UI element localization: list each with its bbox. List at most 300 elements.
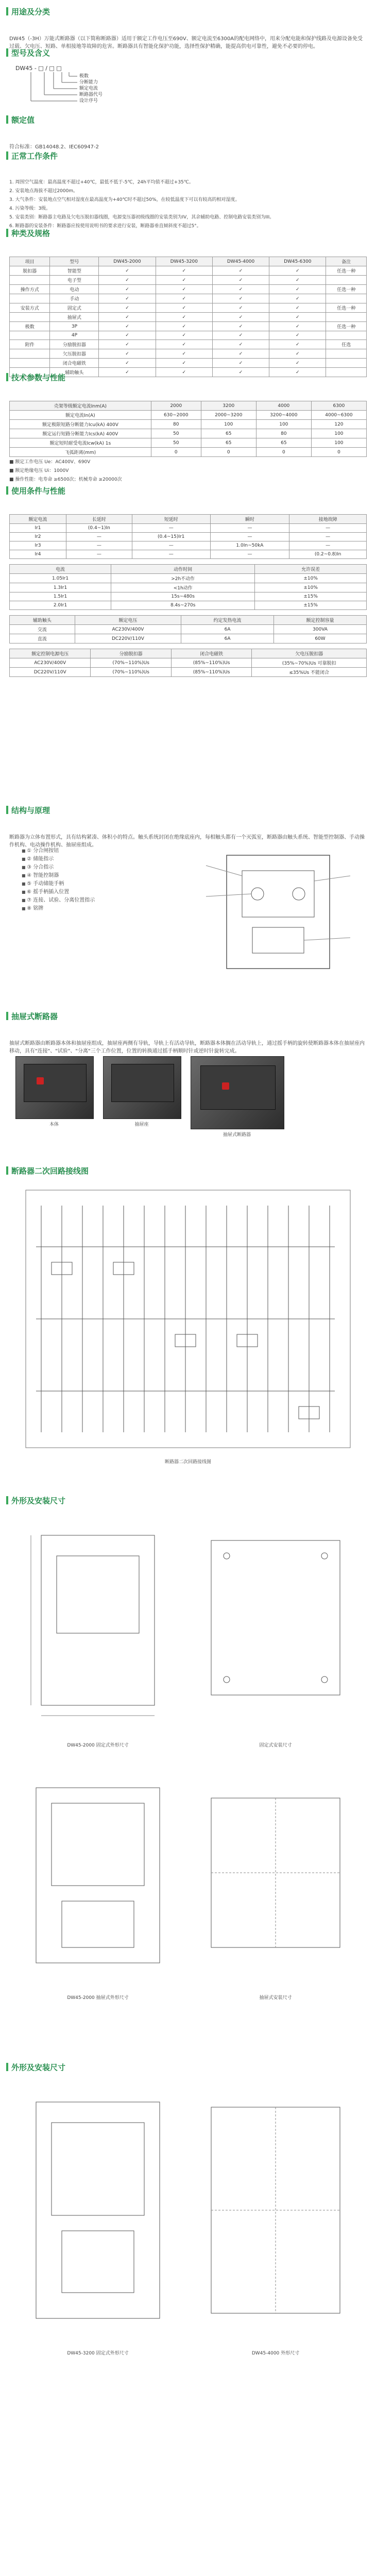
table-cell: AC230V/400V (10, 658, 91, 668)
table-cell: — (210, 550, 289, 559)
table-cell: 辅助触头 (50, 368, 99, 377)
table-cell: ✓ (99, 313, 156, 322)
table-cell: ✓ (269, 313, 326, 322)
table-cell: 65 (201, 438, 256, 448)
table-row (10, 331, 367, 340)
table-row (10, 448, 367, 457)
table-cell: DC220V/110V (10, 668, 91, 677)
structure-text: 断路器为立体布置形式，具有结构紧凑、体积小的特点。触头系统封闭在绝缘底座内，每相触头都有一个灭弧室，断路器由触头系统、智能型控制器、手动操作机构、电动操作机构、抽屉座组成。 (9, 835, 365, 848)
table-cell: ✓ (99, 303, 156, 313)
table-cell: 抽屉式 (50, 313, 99, 322)
model-label: 极数 (79, 74, 89, 79)
table-cell: 任选一种 (326, 266, 367, 276)
table-header-row (10, 616, 367, 625)
model-lines (15, 64, 129, 105)
table-cell: ✓ (99, 322, 156, 331)
table-row (10, 541, 367, 550)
dims-caption: DW45-4000 外形尺寸 (251, 2351, 300, 2356)
wiring-caption: 断路器二次回路接线图 (164, 1460, 211, 1465)
drawer-seat-photo (103, 1056, 181, 1119)
dims-caption: DW45-3200 固定式外形尺寸 (67, 2351, 129, 2356)
section-types (0, 227, 376, 379)
section-title (6, 1010, 376, 1022)
title-bar-icon (6, 151, 8, 160)
table-cell: ✓ (269, 276, 326, 285)
model-label: 设计序号 (79, 98, 98, 104)
table-cell: ✓ (212, 368, 269, 377)
table-cell: ✓ (269, 368, 326, 377)
table-cell: ✓ (269, 294, 326, 303)
section-usage (0, 484, 376, 679)
table-cell: 额定电流In(A) (10, 411, 151, 420)
table-cell: 电子型 (50, 276, 99, 285)
table-cell: ✓ (269, 322, 326, 331)
section-heading: 外形及安装尺寸 (11, 1496, 66, 1505)
table-cell: 100 (311, 429, 366, 438)
divider (6, 1022, 376, 1035)
table-cell: 80 (151, 420, 201, 429)
condition-item: 1. 周围空气温度：最高温度不超过+40℃，最低不低于-5℃，24h平均值不超过+35℃。 (9, 180, 194, 185)
table-row (10, 303, 367, 313)
table-cell: 极数 (10, 322, 50, 331)
section-title (6, 1164, 376, 1177)
table-cell: ✓ (156, 368, 212, 377)
table-cell: 额定短时耐受电流Icw(kA) 1s (10, 438, 151, 448)
table-cell (326, 294, 367, 303)
table-row (10, 601, 367, 610)
table-row (10, 550, 367, 559)
table-header-cell: 备注 (326, 257, 367, 266)
table-row (10, 313, 367, 322)
divider (6, 18, 376, 30)
section-heading: 外形及安装尺寸 (11, 2062, 66, 2072)
table-cell: ✓ (99, 359, 156, 368)
section-heading: 结构与原理 (11, 805, 50, 815)
table-cell: ✓ (156, 294, 212, 303)
section-heading: 技术参数与性能 (11, 372, 66, 382)
table-cell: ✓ (269, 331, 326, 340)
table-header-cell: 允许误差 (255, 565, 367, 574)
structure-item: ■ ⑥ 摇手柄插入位置 (22, 888, 176, 896)
table-cell: 智能型 (50, 266, 99, 276)
table-cell (326, 331, 367, 340)
table-row (10, 524, 367, 533)
table-cell: 任选一种 (326, 322, 367, 331)
model-label: 额定电流 (79, 86, 98, 91)
table-header-cell: 3200 (201, 401, 256, 411)
table-row (10, 349, 367, 359)
table-cell: — (289, 541, 367, 550)
table-cell: ✓ (269, 285, 326, 294)
table-cell: 50 (151, 438, 201, 448)
table-cell (10, 276, 50, 285)
table-header-cell: 辅助触头 (10, 616, 75, 625)
table-cell: (0.2~0.8)In (289, 550, 367, 559)
table-cell: 附件 (10, 340, 50, 349)
tech-note: ■ 额定绝缘电压 Ui：1000V (9, 468, 69, 473)
table-cell: 1.3Ir1 (10, 583, 111, 592)
table-cell: 120 (311, 420, 366, 429)
table-header-cell: DW45-6300 (269, 257, 326, 266)
divider (6, 2073, 376, 2086)
table-cell (10, 331, 50, 340)
table-cell: ✓ (99, 276, 156, 285)
table-header-row (10, 257, 367, 266)
dim-drawing-2 (196, 1520, 355, 1736)
section-title (6, 46, 376, 59)
section-standard (0, 113, 376, 153)
divider (6, 1506, 376, 1519)
standard-text: 符合标准：GB14048.2、IEC60947-2 (9, 144, 99, 150)
model-label: 分断能力 (79, 80, 98, 85)
table-cell: 300VA (274, 625, 367, 634)
outline-drawing-icon (21, 2087, 175, 2344)
table-header-cell: 短延时 (132, 515, 210, 524)
table-cell: ±10% (255, 583, 367, 592)
table-cell: 脱扣器 (10, 266, 50, 276)
table-header-cell: 额定控制电源电压 (10, 649, 91, 658)
table-cell: ✓ (212, 303, 269, 313)
table-cell: ✓ (269, 359, 326, 368)
tech-note: ■ 操作性能：电寿命 ≥6500次；机械寿命 ≥20000次 (9, 477, 122, 482)
dim-drawing-5 (21, 2087, 175, 2344)
table-cell: ✓ (156, 322, 212, 331)
dims-caption: DW45-2000 固定式外形尺寸 (67, 1743, 129, 1748)
table-row (10, 276, 367, 285)
table-cell: ✓ (269, 303, 326, 313)
structure-item: ■ ② 储能指示 (22, 855, 176, 863)
table-cell: — (132, 550, 210, 559)
breaker-body-photo (15, 1056, 94, 1119)
table-cell: ✓ (99, 349, 156, 359)
table-cell: Ir4 (10, 550, 66, 559)
table-cell: 2.0Ir1 (10, 601, 111, 610)
table-row (10, 294, 367, 303)
usage-table (9, 514, 367, 559)
model-label-list (79, 73, 102, 104)
table-cell: ✓ (269, 340, 326, 349)
table-cell: 0 (256, 448, 311, 457)
section-title (6, 2061, 376, 2073)
table-cell: ✓ (99, 368, 156, 377)
table-header-row (10, 649, 367, 658)
table-cell: ✓ (156, 285, 212, 294)
table-cell: ✓ (212, 359, 269, 368)
model-diagram (15, 64, 129, 105)
table-cell: ✓ (212, 331, 269, 340)
table-header-cell: 动作时间 (111, 565, 255, 574)
table-row (10, 634, 367, 643)
section-overview (0, 5, 376, 53)
table-cell: 3P (50, 322, 99, 331)
table-cell: ✓ (99, 340, 156, 349)
table-header-cell: 4000 (256, 401, 311, 411)
table-cell: 操作方式 (10, 285, 50, 294)
table-cell: 65 (201, 429, 256, 438)
overview-text: DW45（-3H）万能式断路器（以下简称断路器）适用于额定工作电压至690V、额定电流至6300A的配电网络中，用来分配电能和保护线路及电源设备免受过载、欠电压、短路、单相接地等故障的危害。断路器具有智能化保护功能，选择性保护精确，能提高供电可靠性，避免不必要的停电。 (9, 36, 363, 49)
divider (6, 126, 376, 138)
table-cell: ✓ (156, 266, 212, 276)
section-structure (0, 804, 376, 911)
table-header-cell: 电流 (10, 565, 111, 574)
table-cell: <1h动作 (111, 583, 255, 592)
section-heading: 抽屉式断路器 (11, 1011, 58, 1021)
wiring-diagram (21, 1185, 355, 1453)
table-cell: 4P (50, 331, 99, 340)
table-cell: — (132, 541, 210, 550)
table-cell: 100 (256, 420, 311, 429)
table-cell: 4000~6300 (311, 411, 366, 420)
table-cell: ✓ (212, 276, 269, 285)
table-header-row (10, 565, 367, 574)
dims-caption: DW45-2000 抽屉式外形尺寸 (67, 1995, 129, 2001)
section-title (6, 5, 376, 18)
table-cell: ±15% (255, 592, 367, 601)
table-row (10, 266, 367, 276)
divider (6, 816, 376, 828)
table-header-cell: 2000 (151, 401, 201, 411)
condition-item: 4. 污染等级：3级。 (9, 206, 51, 211)
section-heading: 种类及规格 (11, 228, 50, 238)
table-cell: ✓ (212, 322, 269, 331)
table-cell: 6A (181, 625, 274, 634)
table-cell: ±15% (255, 601, 367, 610)
table-header-cell: 型号 (50, 257, 99, 266)
table-cell: ✓ (99, 285, 156, 294)
section-title (6, 149, 376, 162)
outline-drawing-icon (196, 1772, 355, 1989)
dim-drawing-3 (21, 1772, 175, 1989)
table-cell: ✓ (212, 349, 269, 359)
table-cell: Ir1 (10, 524, 66, 533)
table-header-cell: DW45-2000 (99, 257, 156, 266)
table-cell: ≤35%Us 不能闭合 (252, 668, 367, 677)
table-cell: (70%~110%)Us (91, 668, 172, 677)
tech-note: ■ 额定工作电压 Ue：AC400V、690V (9, 460, 91, 465)
table-header-cell: 接地故障 (289, 515, 367, 524)
types-table (9, 257, 367, 377)
section-title (6, 1494, 376, 1506)
table-cell (10, 313, 50, 322)
table-cell: — (210, 524, 289, 533)
section-install (0, 1010, 376, 1138)
table-cell: ✓ (212, 266, 269, 276)
divider (6, 162, 376, 174)
table-cell: 分励脱扣器 (50, 340, 99, 349)
table-cell: 额定极限短路分断能力Icu(kA) 400V (10, 420, 151, 429)
usage-table (9, 615, 367, 643)
table-header-cell: 额定电压 (75, 616, 181, 625)
model-label: 断路器代号 (79, 92, 103, 97)
table-row (10, 583, 367, 592)
table-cell: 2000~3200 (201, 411, 256, 420)
table-row (10, 340, 367, 349)
title-bar-icon (6, 48, 8, 57)
table-cell: ✓ (269, 266, 326, 276)
table-cell: (0.4~1)In (66, 524, 132, 533)
table-header-cell: 欠电压脱扣器 (252, 649, 367, 658)
table-cell: 0 (151, 448, 201, 457)
table-header-row (10, 401, 367, 411)
table-cell: 80 (256, 429, 311, 438)
structure-item: ■ ⑧ 铭牌 (22, 905, 176, 913)
table-cell: (35%~70%)Us 可靠脱扣 (252, 658, 367, 668)
table-cell: 电动 (50, 285, 99, 294)
table-cell: 1.05Ir1 (10, 574, 111, 583)
table-cell: ✓ (212, 340, 269, 349)
section-heading: 断路器二次回路接线图 (11, 1166, 89, 1176)
dims-caption: 固定式安装尺寸 (259, 1743, 292, 1748)
table-header-cell: 6300 (311, 401, 366, 411)
outline-drawing-icon (21, 1772, 175, 1989)
table-header-cell: DW45-4000 (212, 257, 269, 266)
section-conditions (0, 149, 376, 232)
table-cell: (0.4~15)Ir1 (132, 533, 210, 541)
table-cell: AC230V/400V (75, 625, 181, 634)
dim-drawing-4 (196, 1772, 355, 1989)
table-row (10, 285, 367, 294)
table-cell: 0 (311, 448, 366, 457)
table-cell: >2h不动作 (111, 574, 255, 583)
structure-item: ■ ④ 智能控制器 (22, 872, 176, 880)
title-bar-icon (6, 486, 8, 495)
table-cell: ✓ (156, 331, 212, 340)
table-cell: — (66, 550, 132, 559)
table-cell (10, 359, 50, 368)
table-header-cell: DW45-3200 (156, 257, 212, 266)
install-text: 抽屉式断路器由断路器本体和抽屉座组成，抽屉座两侧有导轨，导轨上有活动导轨，断路器本体搁在活动导轨上，通过摇手柄的旋转使断路器本体在抽屉座内移动，具有"连接"、"试验"、"分离"三个工作位置，位置的转换通过摇手柄顺时针或逆时针旋转完成。 (9, 1041, 365, 1054)
tech-table (9, 401, 367, 457)
table-cell: ✓ (212, 313, 269, 322)
title-bar-icon (6, 115, 8, 124)
title-bar-icon (6, 7, 8, 15)
table-cell: ±10% (255, 574, 367, 583)
title-bar-icon (6, 229, 8, 237)
section-heading: 使用条件与性能 (11, 486, 66, 496)
dim-drawing-1 (21, 1520, 175, 1736)
table-cell: 交流 (10, 625, 75, 634)
condition-item: 5. 安装类别：断路器主电路及欠电压脱扣器线圈，电源变压器初级线圈的安装类别为IV，其余辅助电路、控制电路安装类别为III。 (9, 215, 275, 220)
divider (6, 497, 376, 509)
breaker-outline-icon (196, 845, 361, 979)
table-header-cell: 长延时 (66, 515, 132, 524)
section-heading: 用途及分类 (11, 7, 50, 16)
table-cell: 飞弧距离(mm) (10, 448, 151, 457)
table-row (10, 658, 367, 668)
section-dims-2 (0, 2061, 376, 2356)
table-row (10, 420, 367, 429)
table-cell: 欠压脱扣器 (50, 349, 99, 359)
table-cell: (85%~110%)Us (171, 658, 252, 668)
table-cell: 8.4s~270s (111, 601, 255, 610)
table-cell: ✓ (156, 340, 212, 349)
table-cell: 任选 (326, 340, 367, 349)
table-cell: 安装方式 (10, 303, 50, 313)
section-title (6, 484, 376, 497)
table-row (10, 438, 367, 448)
wiring-lines-icon (21, 1185, 355, 1453)
table-cell: — (66, 541, 132, 550)
table-header-cell: 壳架等级额定电流Inm(A) (10, 401, 151, 411)
table-header-row (10, 515, 367, 524)
table-cell: 50 (151, 429, 201, 438)
structure-drawing (196, 845, 361, 979)
table-cell (10, 349, 50, 359)
structure-list (22, 847, 176, 913)
table-cell: 6A (181, 634, 274, 643)
table-cell: 60W (274, 634, 367, 643)
table-cell: ✓ (99, 294, 156, 303)
table-row (10, 625, 367, 634)
table-header-cell: 额定电流 (10, 515, 66, 524)
table-cell: DC220V/110V (75, 634, 181, 643)
table-cell: 100 (201, 420, 256, 429)
divider (6, 239, 376, 251)
table-cell: ✓ (99, 266, 156, 276)
section-model (0, 46, 376, 104)
table-cell: ✓ (99, 331, 156, 340)
table-cell (10, 294, 50, 303)
table-cell: ✓ (156, 313, 212, 322)
section-wiring (0, 1164, 376, 1465)
dim-drawing-6 (196, 2087, 355, 2344)
title-bar-icon (6, 373, 8, 381)
photo-caption: 抽屉式断路器 (223, 1132, 251, 1138)
table-cell: 任选一种 (326, 303, 367, 313)
table-cell: (85%~110%)Us (171, 668, 252, 677)
table-cell: ✓ (212, 285, 269, 294)
structure-item: ■ ③ 分合指示 (22, 863, 176, 872)
condition-item: 2. 安装地点海拔不超过2000m。 (9, 189, 78, 194)
table-header-cell: 项目 (10, 257, 50, 266)
table-cell: 额定运行短路分断能力Ics(kA) 400V (10, 429, 151, 438)
table-cell: — (66, 533, 132, 541)
table-cell (326, 276, 367, 285)
table-header-cell: 分励脱扣器 (91, 649, 172, 658)
title-bar-icon (6, 1496, 8, 1504)
structure-item: ■ ⑤ 手动储能手柄 (22, 880, 176, 888)
section-title (6, 113, 376, 126)
table-cell: Ir2 (10, 533, 66, 541)
table-cell: Ir3 (10, 541, 66, 550)
section-title (6, 804, 376, 816)
title-bar-icon (6, 806, 8, 814)
section-heading: 型号及含义 (11, 48, 50, 58)
title-bar-icon (6, 1012, 8, 1020)
photo-caption: 本体 (49, 1122, 59, 1127)
table-cell: — (210, 533, 289, 541)
table-cell: ✓ (269, 349, 326, 359)
table-cell: 15s~480s (111, 592, 255, 601)
table-cell: — (289, 524, 367, 533)
table-row (10, 592, 367, 601)
table-cell (326, 359, 367, 368)
table-header-cell: 闭合电磁铁 (171, 649, 252, 658)
table-header-cell: 约定发热电流 (181, 616, 274, 625)
table-cell: 固定式 (50, 303, 99, 313)
table-header-cell: 瞬时 (210, 515, 289, 524)
title-bar-icon (6, 1166, 8, 1175)
section-title (6, 227, 376, 239)
section-tech (0, 371, 376, 485)
table-cell (326, 313, 367, 322)
table-cell: 630~2000 (151, 411, 201, 420)
outline-drawing-icon (21, 1520, 175, 1736)
table-row (10, 429, 367, 438)
table-row (10, 574, 367, 583)
usage-table (9, 649, 367, 677)
table-cell: ✓ (156, 276, 212, 285)
